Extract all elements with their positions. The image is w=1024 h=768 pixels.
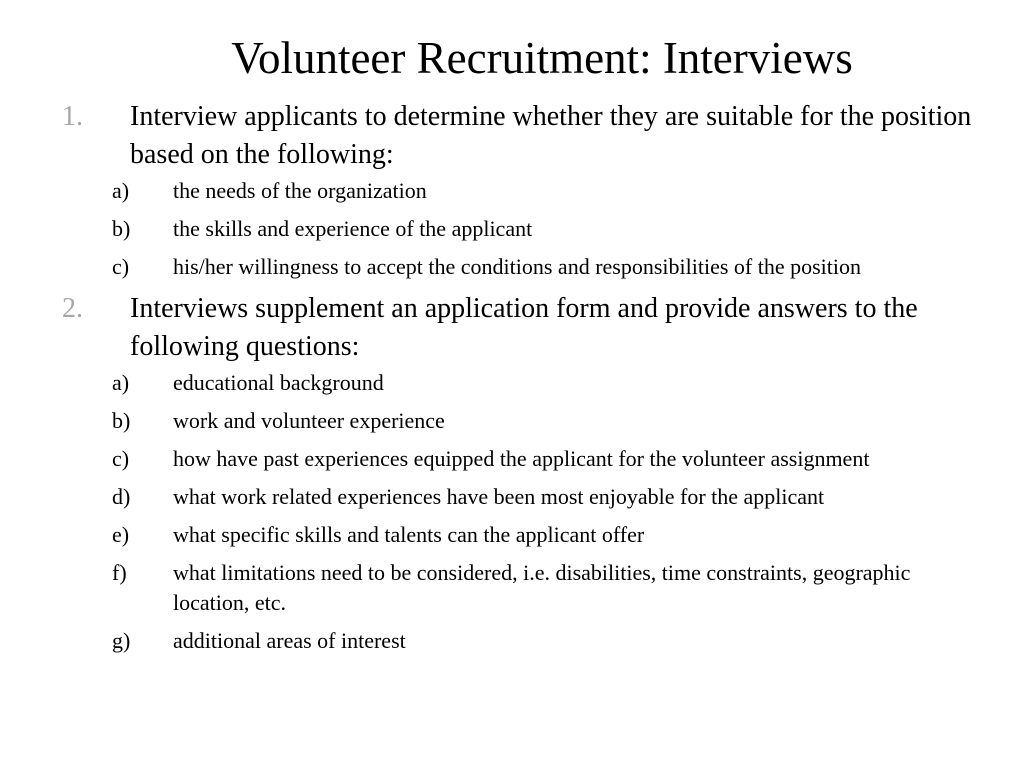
sub-item-text: work and volunteer experience <box>173 408 445 433</box>
sub-item <box>62 176 992 206</box>
sub-item-letter: c) <box>112 254 130 279</box>
sub-item <box>62 214 992 244</box>
sub-item <box>62 558 992 618</box>
sub-list-2 <box>62 368 992 656</box>
sub-item-letter: b) <box>112 408 131 433</box>
sub-item-letter: c) <box>112 446 130 471</box>
slide-title: Volunteer Recruitment: Interviews <box>231 33 853 83</box>
sub-item-letter: e) <box>112 522 130 547</box>
sub-item <box>62 482 992 512</box>
item-number: 1. <box>62 101 83 132</box>
sub-item-text: what work related experiences have been most enjoyable for the applicant <box>173 484 825 509</box>
sub-item-letter: a) <box>112 370 130 395</box>
sub-item <box>62 520 992 550</box>
sub-item-letter: d) <box>112 484 131 509</box>
sub-item <box>62 368 992 398</box>
sub-item-letter: f) <box>112 560 127 585</box>
slide-body <box>62 98 992 664</box>
sub-item-text: additional areas of interest <box>173 628 406 653</box>
sub-list-1 <box>62 176 992 282</box>
sub-item-text: educational background <box>173 370 384 395</box>
item-text: Interview applicants to determine whether they are suitable for the position based on the following: <box>130 101 972 170</box>
sub-item-text: the skills and experience of the applicant <box>173 216 533 241</box>
sub-item-text: what specific skills and talents can the applicant offer <box>173 522 645 547</box>
sub-item <box>62 252 992 282</box>
item-number: 2. <box>62 293 83 324</box>
sub-item <box>62 406 992 436</box>
list-item-1 <box>62 98 992 174</box>
sub-item <box>62 626 992 656</box>
sub-item-text: how have past experiences equipped the applicant for the volunteer assignment <box>173 446 870 471</box>
item-text: Interviews supplement an application form and provide answers to the following questions: <box>130 293 918 362</box>
sub-item-letter: g) <box>112 628 131 653</box>
sub-item <box>62 444 992 474</box>
sub-item-text: what limitations need to be considered, i.e. disabilities, time constraints, geographic location, etc. <box>173 560 911 615</box>
sub-item-letter: a) <box>112 178 130 203</box>
sub-item-text: the needs of the organization <box>173 178 427 203</box>
sub-item-letter: b) <box>112 216 131 241</box>
sub-item-text: his/her willingness to accept the conditions and responsibilities of the position <box>173 254 862 279</box>
list-item-2 <box>62 290 992 366</box>
